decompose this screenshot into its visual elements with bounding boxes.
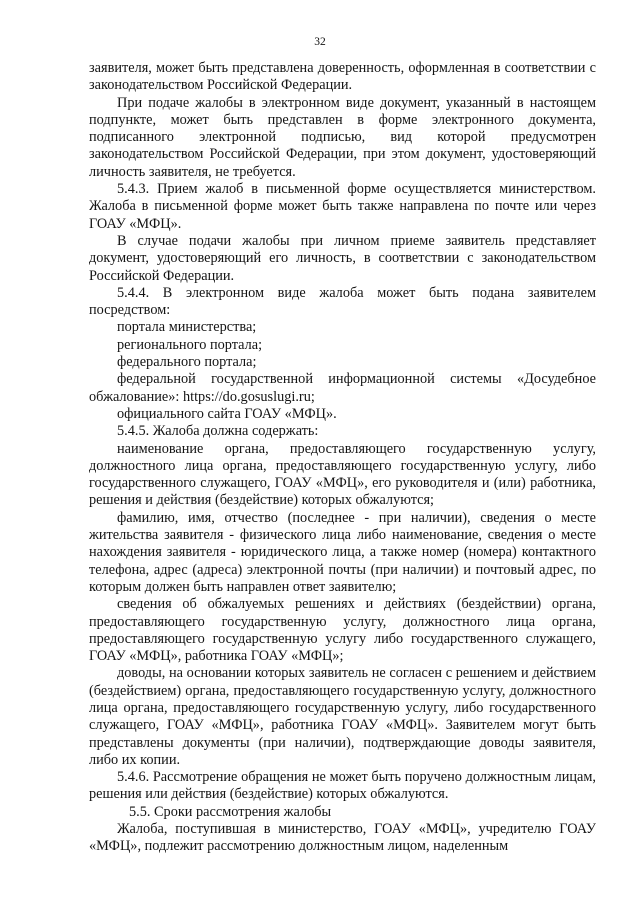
document-body (89, 60, 596, 856)
list-item-official-site: официального сайта ГОАУ «МФЦ». (117, 405, 337, 422)
list-item-federal-system: федеральной государственной информационной системы «Досудебное обжалование»: https://do.gosuslugi.ru; (89, 371, 596, 405)
paragraph-complaint-review: Жалоба, поступившая в министерство, ГОАУ «МФЦ», учредителю ГОАУ «МФЦ», подлежит рассмотрению должностным лицом, наделенным (89, 821, 596, 855)
page-number: 32 (314, 36, 326, 48)
paragraph-applicant-details: фамилию, имя, отчество (последнее - при наличии), сведения о месте жительства заявителя - физического лица либо наименование, сведения о месте нахождения заявителя - юридического лица, а также номер (номера) контактного телефона, адрес (адреса) электронной почты (при наличии) и почтовый адрес, по которым должен быть направлен ответ заявителю; (89, 509, 596, 595)
list-item-federal-portal: федерального портала; (117, 354, 257, 371)
paragraph-electronic-submission: При подаче жалобы в электронном виде документ, указанный в настоящем подпункте, может быть представлен в форме электронного документа, подписанного электронной подписью, вид которой предусмотрен законодательством Российской Федерации, при этом документ, удостоверяющий личность заявителя, не требуется. (89, 94, 596, 180)
section-heading-5-5: 5.5. Сроки рассмотрения жалобы (129, 803, 332, 820)
paragraph-authority-name: наименование органа, предоставляющего государственную услугу, должностного лица органа, предоставляющего государственную услугу, либо государственного служащего, ГОАУ «МФЦ», его руководителя и (или) работника, решения и действия (бездействие) которых обжалуются; (89, 440, 596, 509)
paragraph-personal-reception: В случае подачи жалобы при личном приеме заявитель представляет документ, удостоверяющий его личность, в соответствии с законодательством Российской Федерации. (89, 232, 596, 284)
scan-edge-mark (634, 856, 638, 886)
paragraph-continuation: заявителя, может быть представлена доверенность, оформленная в соответствии с законодательством Российской Федерации. (89, 60, 596, 94)
list-item-regional-portal: регионального портала; (117, 336, 263, 353)
list-item-ministry-portal: портала министерства; (117, 319, 257, 336)
paragraph-5-4-3: 5.4.3. Прием жалоб в письменной форме осуществляется министерством. Жалоба в письменной форме может быть также направлена по почте или через ГОАУ «МФЦ». (89, 181, 596, 232)
paragraph-5-4-4: 5.4.4. В электронном виде жалоба может быть подана заявителем посредством: (89, 284, 596, 319)
paragraph-5-4-6: 5.4.6. Рассмотрение обращения не может быть поручено должностным лицам, решения или действия (бездействие) которых обжалуются. (89, 769, 596, 803)
paragraph-arguments: доводы, на основании которых заявитель не согласен с решением и действием (бездействием) органа, предоставляющего государственную услугу, должностного лица органа, предоставляющего государственную услугу, либо государственного служащего, ГОАУ «МФЦ», работника ГОАУ «МФЦ». Заявителем могут быть представлены документы (при наличии), подтверждающие доводы заявителя, либо их копии. (89, 665, 596, 768)
paragraph-5-4-5: 5.4.5. Жалоба должна содержать: (117, 423, 319, 440)
paragraph-appealed-decisions: сведения об обжалуемых решениях и действиях (бездействии) органа, предоставляющего государственную услугу, должностного лица органа, предоставляющего государственную услугу либо государственного служащего, ГОАУ «МФЦ», работника ГОАУ «МФЦ»; (89, 596, 596, 665)
